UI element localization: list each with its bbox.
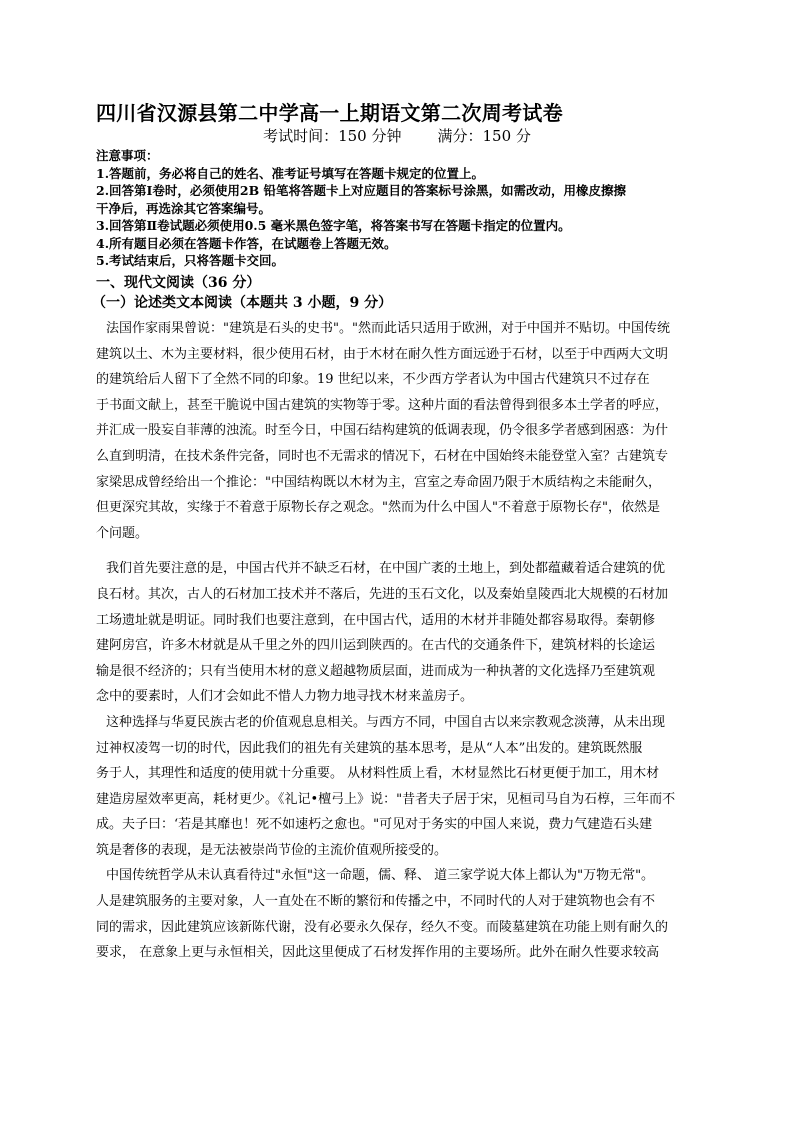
- exam-notes: [96, 147, 716, 270]
- exam-info: [0, 125, 794, 146]
- passage-line: 建造房屋效率更高，耗材更少。《礼记•檀弓上》说："昔者夫子居于宋，见桓司马自为石椁，三年而不: [96, 791, 676, 807]
- passage-line: 建阿房宫，许多木材就是从千里之外的四川运到陕西的。在古代的交通条件下，建筑材料的长途运: [96, 638, 656, 654]
- passage-line: 人是建筑服务的主要对象，人一直处在不断的繁衍和传播之中，不同时代的人对于建筑物也会有不: [96, 894, 656, 910]
- passage-line: 家梁思成曾经给出一个推论："中国结构既以木材为主，宫室之寿命固乃限于木质结构之未能耐久，: [96, 474, 661, 490]
- notes-heading: 注意事项：: [96, 148, 159, 163]
- passage-line: 筑是奢侈的表现，是无法被崇尚节俭的主流价值观所接受的。: [96, 842, 448, 858]
- passage-line: 么直到明清，在技术条件完备，同时也不无需求的情况下，石材在中国始终未能登堂入室？古建筑专: [96, 448, 669, 464]
- exam-title: 四川省汉源县第二中学高一上期语文第二次周考试卷: [96, 101, 563, 125]
- note-line: 3.回答第Ⅱ卷试题必须使用0.5 毫米黑色签字笔，将答案书写在答题卡指定的位置内。: [96, 218, 571, 233]
- passage-line: 良石材。其次，古人的石材加工技术并不落后，先进的玉石文化，以及秦始皇陵西北大规模的石材加: [96, 586, 669, 602]
- passage-line: 过神权凌驾一切的时代，因此我们的祖先有关建筑的基本思考，是从“人本”出发的。建筑既然服: [96, 740, 643, 756]
- passage-line: 法国作家雨果曾说："建筑是石头的史书"。"然而此话只适用于欧洲，对于中国并不贴切。中国传统: [106, 321, 670, 336]
- passage-line: 念中的要素时，人们才会如此不惜人力物力地寻找木材来盖房子。: [96, 689, 474, 705]
- passage-line: 要求， 在意象上更与永恒相关，因此这里便成了石材发挥作用的主要场所。此外在耐久性要求较高: [96, 945, 660, 961]
- passage-line: 我们首先要注意的是，中国古代并不缺乏石材，在中国广袤的土地上，到处都蕴藏着适合建筑的优: [106, 561, 666, 577]
- section-heading: 一、现代文阅读（36 分）: [96, 275, 261, 291]
- note-line: 干净后，再选涂其它答案编号。: [96, 200, 272, 216]
- passage-line: 中国传统哲学从未认真看待过"永恒"这一命题，儒、释、 道三家学说大体上都认为"万物无常"。: [106, 868, 655, 884]
- passage-line: 个问题。: [96, 525, 149, 541]
- passage-line: 并汇成一股妄自菲薄的浊流。时至今日，中国石结构建筑的低调表现，仍令很多学者感到困惑：为什: [96, 423, 669, 439]
- paragraph-gap: [96, 546, 706, 556]
- passage-line: 输是很不经济的；只有当使用木材的意义超越物质层面，进而成为一种执著的文化选择乃至建筑观: [96, 663, 656, 679]
- full-score: 满分：150 分: [437, 127, 531, 145]
- passage-line: 同的需求，因此建筑应该新陈代谢，没有必要永久保存，经久不变。而陵墓建筑在功能上则有耐久的: [96, 919, 669, 935]
- passage-line: 工场遗址就是明证。同时我们也要注意到，在中国古代，适用的木材并非随处都容易取得。秦朝修: [96, 612, 656, 628]
- passage-line: 成。夫子曰：‘若是其靡也！死不如速朽之愈也。"可见对于务实的中国人来说，费力气建造石头建: [96, 817, 653, 833]
- passage-line: 但更深究其故，实缘于不着意于原物长存之观念。"然而为什么中国人"不着意于原物长存"，依然是: [96, 500, 660, 516]
- note-line: 1.答题前，务必将自己的姓名、准考证号填写在答题卡规定的位置上。: [96, 165, 485, 181]
- exam-time: 考试时间：150 分钟: [263, 127, 402, 145]
- passage-line: 这种选择与华夏民族古老的价值观息息相关。与西方不同，中国自古以来宗教观念淡薄，从未出现: [106, 714, 666, 730]
- reading-passage: [96, 316, 706, 966]
- passage-line: 建筑以土、木为主要材料，很少使用石材，由于木材在耐久性方面远逊于石材，以至于中西两大文明: [96, 346, 669, 362]
- passage-line: 的建筑给后人留下了全然不同的印象。19 世纪以来，不少西方学者认为中国古代建筑只不过存在: [96, 372, 650, 388]
- passage-line: 务于人，其理性和适度的使用就十分重要。 从材料性质上看，木材显然比石材更便于加工，用木材: [96, 766, 660, 782]
- note-line: 4.所有题目必须在答题卡作答，在试题卷上答题无效。: [96, 235, 397, 251]
- subsection-heading: （一）论述类文本阅读（本题共 3 小题，9 分）: [92, 295, 393, 311]
- note-line: 5.考试结束后，只将答题卡交回。: [96, 253, 285, 268]
- note-line: 2.回答第Ⅰ卷时，必须使用2B 铅笔将答题卡上对应题目的答案标号涂黑，如需改动，用橡皮擦擦: [96, 183, 627, 198]
- passage-line: 于书面文献上，甚至干脆说中国古建筑的实物等于零。这种片面的看法曾得到很多本土学者的呼应，: [96, 397, 669, 413]
